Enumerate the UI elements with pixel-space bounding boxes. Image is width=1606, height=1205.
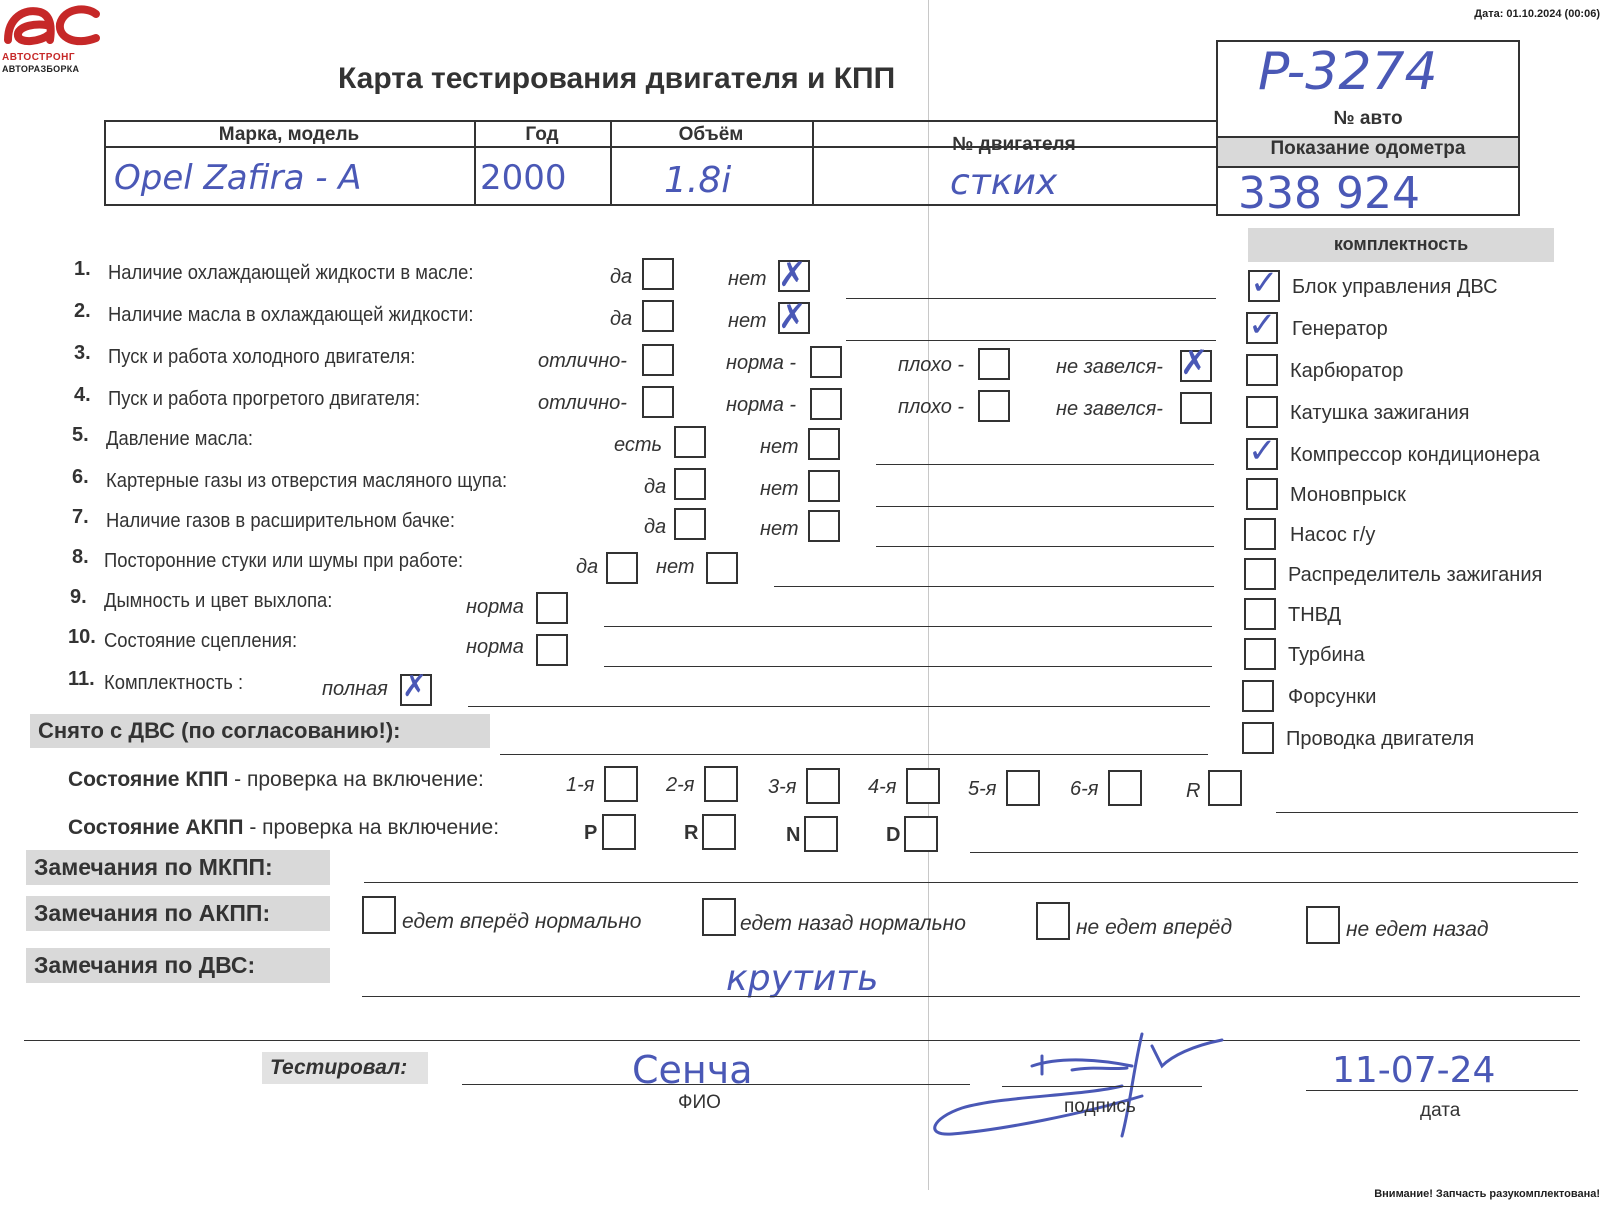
akpp-r-checkbox[interactable] xyxy=(702,814,736,850)
question-8-text: Посторонние стуки или шумы при работе: xyxy=(104,550,464,572)
question-7-text: Наличие газов в расширительном бачке: xyxy=(106,510,455,532)
make-model-label: Марка, модель xyxy=(218,124,360,145)
dvs-notes-line xyxy=(362,996,1580,997)
kit-item-distributor-label: Распределитель зажигания xyxy=(1288,564,1543,586)
gear-2-label: 2-я xyxy=(666,774,695,796)
kit-item-turbine-checkbox[interactable] xyxy=(1244,638,1276,670)
q6-da-label: да xyxy=(644,476,667,498)
q4-ploho-checkbox[interactable] xyxy=(978,390,1010,422)
q1-net-label: нет xyxy=(728,268,767,290)
question-2-number: 2. xyxy=(74,300,91,322)
akpp-d-label: D xyxy=(886,824,901,846)
q6-net-checkbox[interactable] xyxy=(808,470,840,502)
kit-item-carburetor-checkbox[interactable] xyxy=(1246,354,1278,386)
q5-net-label: нет xyxy=(760,436,799,458)
brand-logo-icon xyxy=(2,0,102,48)
page-title: Карта тестирования двигателя и КПП xyxy=(338,62,896,95)
akpp-n-label: N xyxy=(786,824,801,846)
q4-norma-label: норма - xyxy=(726,394,797,416)
question-1-number: 1. xyxy=(74,258,91,280)
akpp-r-label: R xyxy=(684,822,699,844)
kit-header: комплектность xyxy=(1333,234,1469,254)
kit-item-tnvd-label: ТНВД xyxy=(1288,604,1342,626)
volume-label: Объём xyxy=(678,124,744,145)
gear-4-label: 4-я xyxy=(868,776,897,798)
volume-value: 1.8i xyxy=(664,160,732,201)
question-2-text: Наличие масла в охлаждающей жидкости: xyxy=(108,304,474,326)
question-1-text: Наличие охлаждающей жидкости в масле: xyxy=(108,262,474,284)
akpp-forward-ok-label: едет вперёд нормально xyxy=(402,910,642,933)
sign-date-value: 11-07-24 xyxy=(1332,1050,1496,1091)
q4-ne-zavelsya-checkbox[interactable] xyxy=(1180,392,1212,424)
odometer-label: Показание одометра xyxy=(1270,138,1466,159)
q11-polnaya-label: полная xyxy=(322,678,388,700)
kit-item-carburetor-label: Карбюратор xyxy=(1290,360,1404,382)
logo-text: АВТОСТРОНГ xyxy=(2,52,75,63)
akpp-forward-ok-checkbox[interactable] xyxy=(362,896,396,934)
kit-item-ignition-coil-label: Катушка зажигания xyxy=(1290,402,1470,424)
q2-net-check-mark-icon: ✗ xyxy=(778,298,807,336)
question-4-number: 4. xyxy=(74,384,91,406)
q6-da-checkbox[interactable] xyxy=(674,468,706,500)
akpp-state-label xyxy=(68,816,499,840)
akpp-no-backward-checkbox[interactable] xyxy=(1306,906,1340,944)
question-9-number: 9. xyxy=(70,586,87,608)
q8-da-label: да xyxy=(576,556,599,578)
question-10-number: 10. xyxy=(68,626,96,648)
q7-da-label: да xyxy=(644,516,667,538)
q2-da-label: да xyxy=(610,308,633,330)
q2-answer-line xyxy=(846,340,1216,341)
question-11-text: Комплектность : xyxy=(104,672,244,694)
q3-ne-zavelsya-check-mark-icon: ✗ xyxy=(1180,344,1209,382)
akpp-n-checkbox[interactable] xyxy=(804,816,838,852)
question-3-number: 3. xyxy=(74,342,91,364)
tester-name-value: Сенча xyxy=(632,1048,753,1092)
akpp-d-checkbox[interactable] xyxy=(904,816,938,852)
q3-ploho-checkbox[interactable] xyxy=(978,348,1010,380)
q2-net-label: нет xyxy=(728,310,767,332)
mkpp-notes-line xyxy=(364,882,1578,883)
question-5-number: 5. xyxy=(72,424,89,446)
q7-answer-line xyxy=(876,546,1214,547)
gear-1-label: 1-я xyxy=(566,774,595,796)
q2-da-checkbox[interactable] xyxy=(642,300,674,332)
vehicle-table-divider xyxy=(812,120,814,206)
akpp-state-title: Состояние АКПП xyxy=(68,816,244,839)
akpp-state-subtitle: - проверка на включение: xyxy=(243,816,500,839)
q8-answer-line xyxy=(774,586,1214,587)
date-stamp: Дата: 01.10.2024 (00:06) xyxy=(1474,8,1600,20)
akpp-no-forward-label: не едет вперёд xyxy=(1076,916,1233,939)
make-model-value: Opel Zafira - A xyxy=(114,158,362,198)
q4-otlichno-checkbox[interactable] xyxy=(642,386,674,418)
kit-item-generator-label: Генератор xyxy=(1292,318,1388,340)
gear-5-checkbox[interactable] xyxy=(1006,770,1040,806)
q9-norma-checkbox[interactable] xyxy=(536,592,568,624)
q9-answer-line xyxy=(604,626,1212,627)
dvs-notes-label: Замечания по ДВС: xyxy=(26,948,330,983)
question-5-text: Давление масла: xyxy=(106,428,253,450)
kit-item-mono-injection-checkbox[interactable] xyxy=(1246,478,1278,510)
gear-6-checkbox[interactable] xyxy=(1108,770,1142,806)
q8-net-label: нет xyxy=(656,556,695,578)
akpp-notes-label: Замечания по АКПП: xyxy=(26,896,330,931)
kpp-state-title: Состояние КПП xyxy=(68,768,229,791)
q10-norma-label: норма xyxy=(466,636,524,658)
q11-polnaya-check-mark-icon: ✗ xyxy=(402,670,428,703)
year-value: 2000 xyxy=(480,158,567,198)
kit-item-ac-compressor-label: Компрессор кондиционера xyxy=(1290,444,1540,466)
kit-item-engine-wiring-label: Проводка двигателя xyxy=(1286,728,1475,750)
gear-1-checkbox[interactable] xyxy=(604,766,638,802)
question-9-text: Дымность и цвет выхлопа: xyxy=(104,590,333,612)
akpp-backward-ok-label: едет назад нормально xyxy=(740,912,966,935)
question-8-number: 8. xyxy=(72,546,89,568)
gear-3-label: 3-я xyxy=(768,776,797,798)
dvs-notes-value: крутить xyxy=(726,958,879,999)
q1-da-label: да xyxy=(610,266,633,288)
gear-3-checkbox[interactable] xyxy=(806,768,840,804)
question-6-text: Картерные газы из отверстия масляного щупа: xyxy=(106,470,508,492)
q9-norma-label: норма xyxy=(466,596,524,618)
q5-est-label: есть xyxy=(614,434,663,456)
q3-ne-zavelsya-label: не завелся- xyxy=(1056,356,1163,378)
kit-item-injectors-checkbox[interactable] xyxy=(1242,680,1274,712)
sign-date-line xyxy=(1306,1090,1578,1091)
q7-net-checkbox[interactable] xyxy=(808,510,840,542)
gear-r-label: R xyxy=(1186,780,1201,802)
q11-answer-line xyxy=(468,706,1210,707)
q3-norma-checkbox[interactable] xyxy=(810,346,842,378)
q7-net-label: нет xyxy=(760,518,799,540)
kit-item-ac-compressor-check-mark-icon: ✓ xyxy=(1248,432,1277,470)
tested-by-label: Тестировал: xyxy=(262,1052,428,1084)
question-11-number: 11. xyxy=(68,668,95,690)
auto-number-label: № авто xyxy=(1333,108,1403,129)
sign-date-label: дата xyxy=(1420,1100,1461,1121)
gear-2-checkbox[interactable] xyxy=(704,766,738,802)
question-10-text: Состояние сцепления: xyxy=(104,630,298,652)
engine-no-value: стких xyxy=(950,162,1058,203)
akpp-no-forward-checkbox[interactable] xyxy=(1036,902,1070,940)
question-3-text: Пуск и работа холодного двигателя: xyxy=(108,346,416,368)
question-4-text: Пуск и работа прогретого двигателя: xyxy=(108,388,421,410)
signature-line xyxy=(1002,1086,1202,1087)
q4-ne-zavelsya-label: не завелся- xyxy=(1056,398,1163,420)
q8-da-checkbox[interactable] xyxy=(606,552,638,584)
q1-answer-line xyxy=(846,298,1216,299)
kit-item-engine-wiring-checkbox[interactable] xyxy=(1242,722,1274,754)
q3-norma-label: норма - xyxy=(726,352,797,374)
odometer-value: 338 924 xyxy=(1238,168,1420,219)
akpp-p-checkbox[interactable] xyxy=(602,814,636,850)
q5-net-checkbox[interactable] xyxy=(808,428,840,460)
kpp-notes-line xyxy=(1276,812,1578,813)
fio-label: ФИО xyxy=(678,1092,721,1113)
kit-item-tnvd-checkbox[interactable] xyxy=(1244,598,1276,630)
q1-da-checkbox[interactable] xyxy=(642,258,674,290)
year-label: Год xyxy=(525,124,559,145)
kit-item-turbine-label: Турбина xyxy=(1288,644,1365,666)
q1-net-check-mark-icon: ✗ xyxy=(778,256,807,294)
q3-ploho-label: плохо - xyxy=(898,354,965,376)
kpp-state-label xyxy=(68,768,484,792)
question-6-number: 6. xyxy=(72,466,89,488)
gear-6-label: 6-я xyxy=(1070,778,1099,800)
kit-item-ignition-coil-checkbox[interactable] xyxy=(1246,396,1278,428)
logo-subtitle: АВТОРАЗБОРКА xyxy=(2,64,80,74)
q10-norma-checkbox[interactable] xyxy=(536,634,568,666)
kit-item-ecu-check-mark-icon: ✓ xyxy=(1250,264,1279,302)
kpp-state-subtitle: - проверка на включение: xyxy=(228,768,484,791)
q3-otlichno-checkbox[interactable] xyxy=(642,344,674,376)
removed-from-engine-line xyxy=(500,754,1208,755)
q10-answer-line xyxy=(604,666,1212,667)
q7-da-checkbox[interactable] xyxy=(674,508,706,540)
q3-otlichno-label: отлично- xyxy=(538,350,627,372)
auto-number-value: P-3274 xyxy=(1258,42,1438,102)
kit-item-power-steering-pump-checkbox[interactable] xyxy=(1244,518,1276,550)
kit-item-distributor-checkbox[interactable] xyxy=(1244,558,1276,590)
akpp-notes-line xyxy=(970,852,1578,853)
gear-5-label: 5-я xyxy=(968,778,997,800)
removed-from-engine-label: Снято с ДВС (по согласованию!): xyxy=(30,714,490,748)
q5-est-checkbox[interactable] xyxy=(674,426,706,458)
gear-r-checkbox[interactable] xyxy=(1208,770,1242,806)
dvs-notes-line-2 xyxy=(24,1040,1580,1041)
kit-item-mono-injection-label: Моновпрыск xyxy=(1290,484,1406,506)
kit-item-power-steering-pump-label: Насос г/у xyxy=(1290,524,1376,546)
q6-net-label: нет xyxy=(760,478,799,500)
footer-warning: Внимание! Запчасть разукомплектована! xyxy=(1374,1188,1600,1200)
q4-norma-checkbox[interactable] xyxy=(810,388,842,420)
kit-item-generator-check-mark-icon: ✓ xyxy=(1248,306,1277,344)
q4-ploho-label: плохо - xyxy=(898,396,965,418)
tester-name-line xyxy=(462,1084,970,1085)
question-7-number: 7. xyxy=(72,506,89,528)
gear-4-checkbox[interactable] xyxy=(906,768,940,804)
kit-item-injectors-label: Форсунки xyxy=(1288,686,1377,708)
q5-answer-line xyxy=(876,464,1214,465)
signature-label: подпись xyxy=(1064,1096,1136,1117)
q6-answer-line xyxy=(876,506,1214,507)
q8-net-checkbox[interactable] xyxy=(706,552,738,584)
mkpp-notes-label: Замечания по МКПП: xyxy=(26,850,330,885)
q4-otlichno-label: отлично- xyxy=(538,392,627,414)
engine-no-label: № двигателя xyxy=(952,134,1076,155)
kit-item-ecu-label: Блок управления ДВС xyxy=(1292,276,1498,298)
akpp-backward-ok-checkbox[interactable] xyxy=(702,898,736,936)
akpp-no-backward-label: не едет назад xyxy=(1346,918,1489,941)
akpp-p-label: P xyxy=(584,822,598,844)
